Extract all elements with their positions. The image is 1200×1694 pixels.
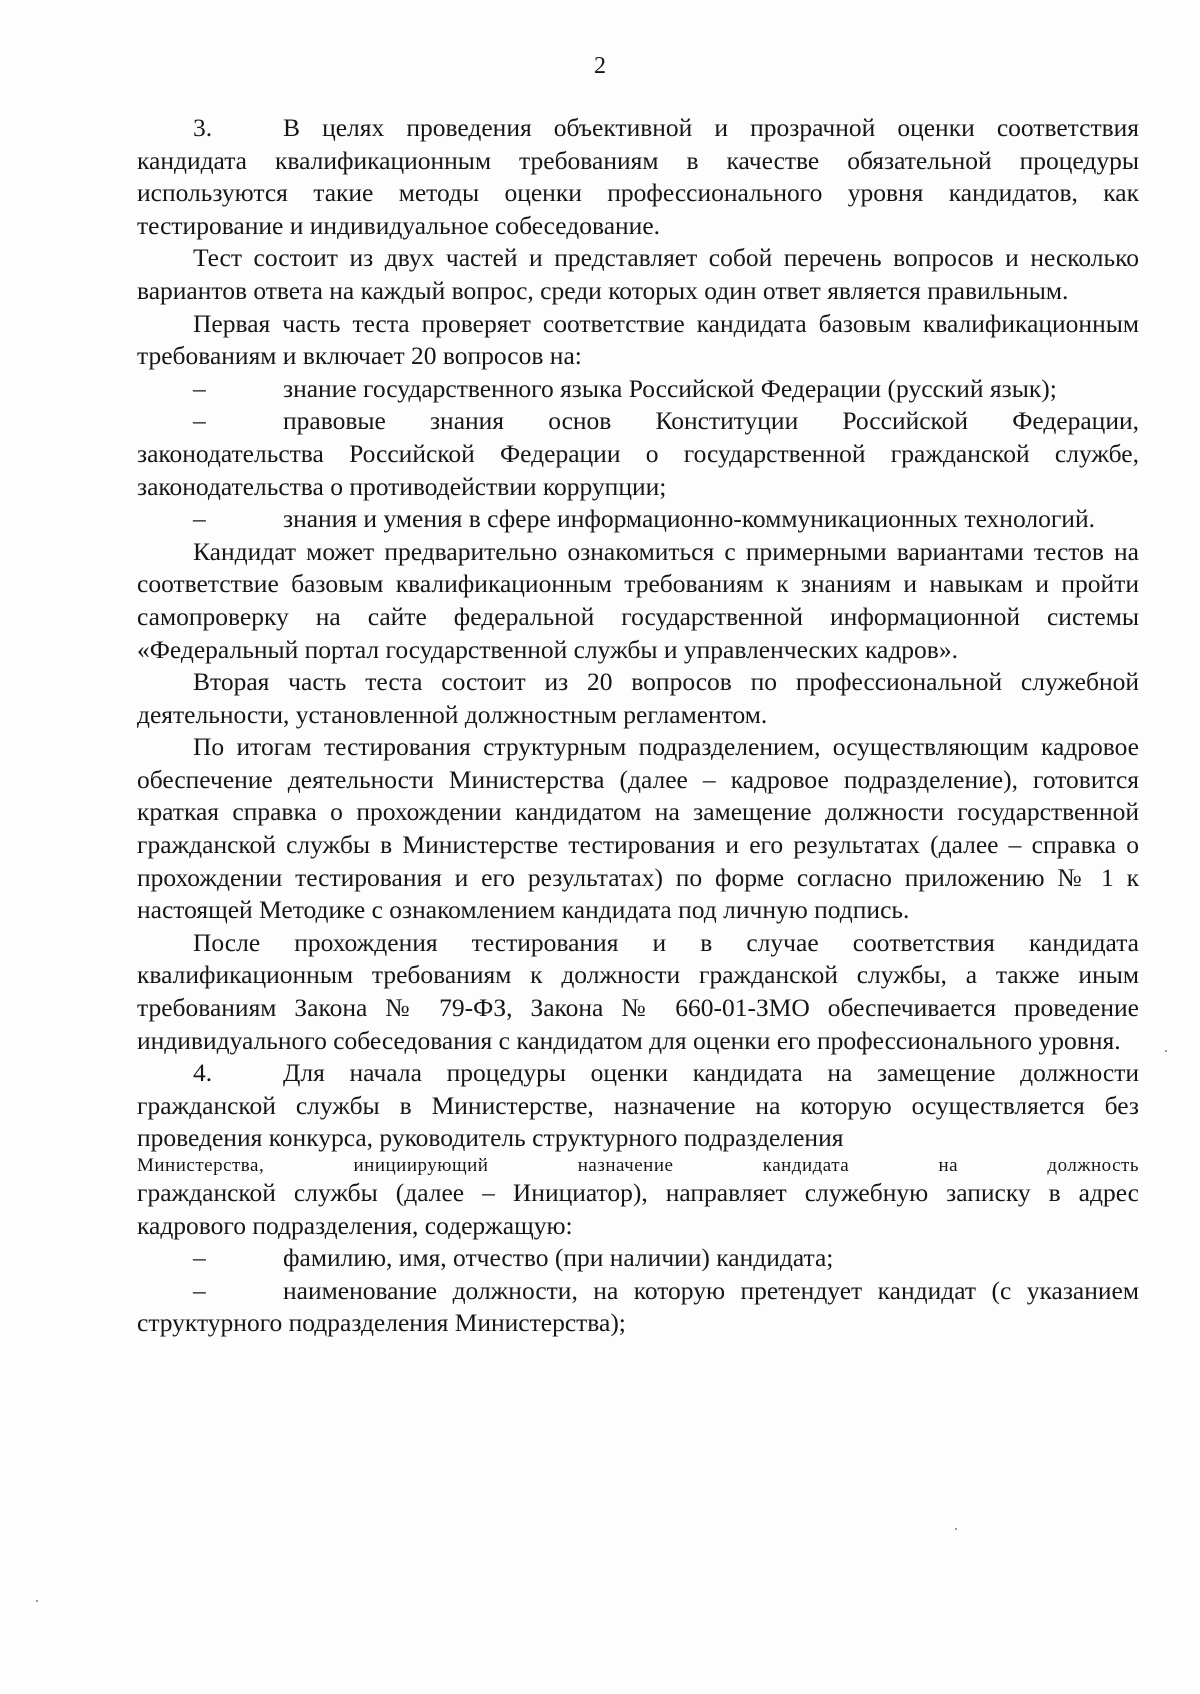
paragraph-text: Кандидат может предварительно ознакомиться с примерными вариантами тестов на соответствие базовым квалификационным требованиям к знаниям и навыкам и пройти самопроверку на сайте федеральной государственной информационной системы «Федеральный портал государственной службы и управленческих кадров». xyxy=(137,536,1139,664)
paragraph-text: Тест состоит из двух частей и представляет собой перечень вопросов и несколько вариантов ответа на каждый вопрос, среди которых один ответ является правильным. xyxy=(137,243,1139,305)
paragraph-text: По итогам тестирования структурным подразделением, осуществляющим кадровое обеспечение деятельности Министерства (далее – кадровое подразделение), готовится краткая справка о прохождении кандидатом на замещение должности государственной гражданской службы в Министерстве тестирования и его результатах (далее – справка о прохождении тестирования и его результатах) по форме согласно приложению № 1 к настоящей Методике с ознакомлением кандидата под личную подпись. xyxy=(137,732,1139,925)
list-item-text: правовые знания основ Конституции Российской Федерации, законодательства Российской Федерации о государственной гражданской службе, законодательства о противодействии коррупции; xyxy=(137,406,1139,501)
paragraph-test-results xyxy=(137,731,1139,927)
paragraph-self-check xyxy=(137,536,1139,666)
paragraph-3 xyxy=(137,112,1139,242)
page-number: 2 xyxy=(594,53,606,79)
paragraph-first-part xyxy=(137,308,1139,373)
list-item-text: знание государственного языка Российской Федерации (русский язык); xyxy=(283,373,1057,403)
scan-speck xyxy=(1165,1050,1167,1052)
condensed-line: Министерства, инициирующий назначение кандидата на должность xyxy=(137,1155,1139,1176)
paragraph-test-structure xyxy=(137,242,1139,307)
dash-marker: – xyxy=(193,373,206,403)
list-item-legal xyxy=(137,405,1139,503)
paragraph-text: В целях проведения объективной и прозрачной оценки соответствия кандидата квалификационным требованиям в качестве обязательной процедуры используются такие методы оценки профессионального уровня кандидатов, как тестирование и индивидуальное собеседование. xyxy=(137,113,1139,240)
paragraph-text: Вторая часть теста состоит из 20 вопросов по профессиональной служебной деятельности, установленной должностным регламентом. xyxy=(137,667,1139,729)
paragraph-number: 3. xyxy=(193,113,213,142)
document-body xyxy=(137,112,1139,1340)
paragraph-text: После прохождения тестирования и в случае соответствия кандидата квалификационным требованиям к должности гражданской службы, а также иным требованиям Закона № 79-ФЗ, Закона № 660-01-ЗМО обеспечивается проведение индивидуального собеседования с кандидатом для оценки его профессионального уровня. xyxy=(137,927,1139,1055)
scan-speck xyxy=(36,1600,38,1602)
paragraph-continuation: гражданской службы (далее – Инициатор), направляет служебную записку в адрес кадрового подразделения, содержащую: xyxy=(137,1178,1139,1240)
list-item-text: знания и умения в сфере информационно-коммуникационных технологий. xyxy=(283,504,1095,534)
list-item-full-name xyxy=(137,1242,1139,1275)
paragraph-text: Для начала процедуры оценки кандидата на замещение должности гражданской службы в Министерстве, назначение на которую осуществляется без проведения конкурса, руководитель структурного подразделения xyxy=(137,1058,1139,1153)
dash-marker: – xyxy=(193,1243,206,1273)
list-item-language xyxy=(137,373,1139,406)
list-item-text: фамилию, имя, отчество (при наличии) кандидата; xyxy=(283,1243,834,1273)
paragraph-number: 4. xyxy=(193,1058,213,1088)
paragraph-text: Первая часть теста проверяет соответствие кандидата базовым квалификационным требованиям и включает 20 вопросов на: xyxy=(137,308,1139,371)
dash-marker: – xyxy=(193,1275,206,1305)
dash-marker: – xyxy=(193,406,206,436)
paragraph-4 xyxy=(137,1057,1139,1155)
list-item-ict xyxy=(137,503,1139,536)
paragraph-second-part xyxy=(137,666,1139,731)
list-item-text: наименование должности, на которую претендует кандидат (с указанием структурного подразделения Министерства); xyxy=(137,1275,1139,1338)
paragraph-interview xyxy=(137,927,1139,1057)
dash-marker: – xyxy=(193,504,206,534)
scan-speck xyxy=(955,1528,957,1530)
list-item-position xyxy=(137,1275,1139,1340)
